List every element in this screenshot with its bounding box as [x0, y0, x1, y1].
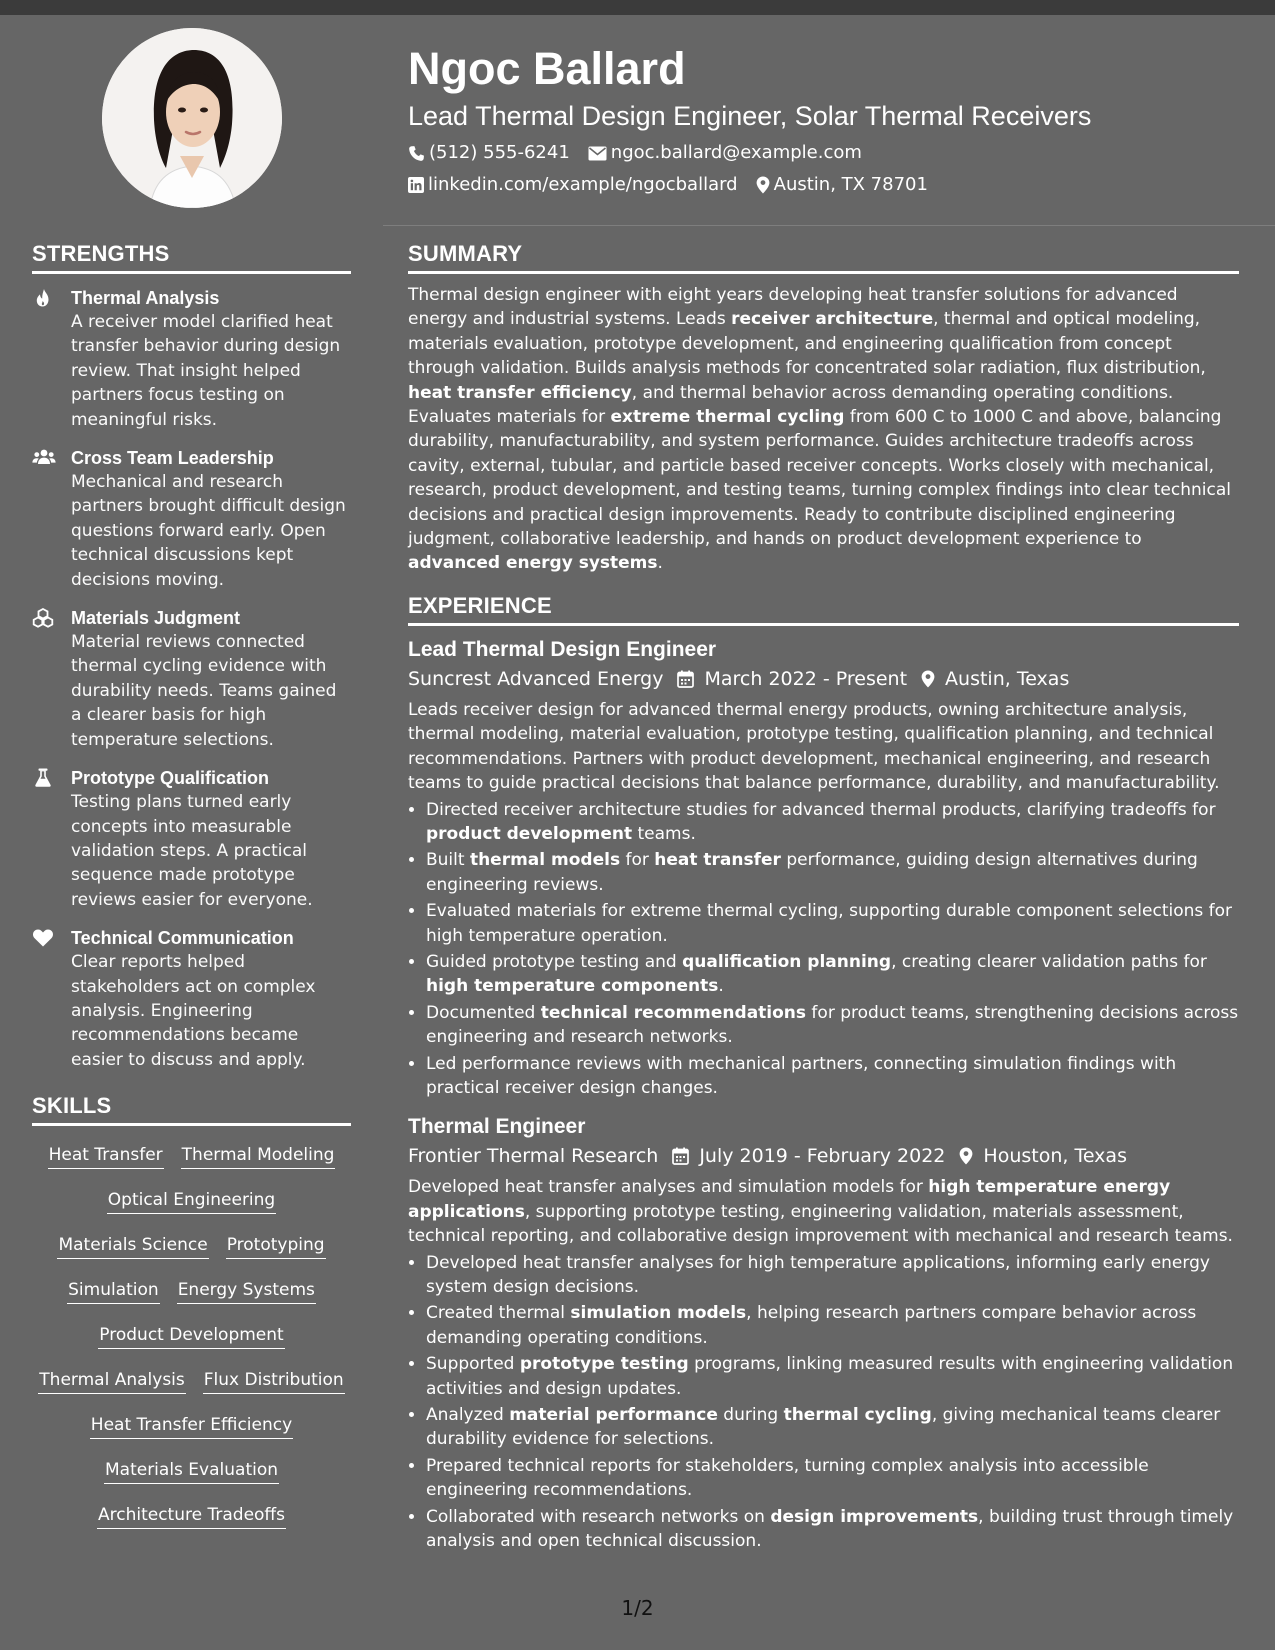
job-dates: July 2019 - February 2022: [699, 1145, 946, 1168]
calendar-icon: [672, 1147, 689, 1165]
map-pin-icon: [921, 670, 935, 688]
strength-title: Technical Communication: [71, 928, 294, 949]
map-pin-icon: [756, 176, 770, 194]
emphasis-text: product development: [426, 823, 633, 844]
strength-title: Materials Judgment: [71, 608, 241, 629]
page-number: 1/2: [621, 1596, 654, 1620]
calendar-icon: [677, 670, 694, 688]
emphasis-text: receiver architecture: [731, 309, 934, 330]
summary-heading: SUMMARY: [408, 240, 1239, 274]
strength-description: A receiver model clarified heat transfer behavior during design review. That insight helped partners focus testing on meaningful risks.: [71, 312, 341, 430]
strength-title: Cross Team Leadership: [71, 448, 274, 469]
job-bullet: • Guided prototype testing and qualification planning, creating clearer validation paths for high temperature components.: [426, 950, 1239, 999]
job-dates: March 2022 - Present: [704, 667, 908, 690]
right-column: [408, 240, 1239, 1553]
emphasis-text: advanced energy systems: [408, 553, 658, 574]
job-bullet: • Documented technical recommendations for product teams, strengthening decisions across engineering and research networks.: [426, 1001, 1239, 1050]
emphasis-text: high temperature components: [426, 976, 719, 997]
skills-row: [32, 1314, 351, 1359]
job-summary: Leads receiver design for advanced thermal energy products, owning architecture analysis, thermal modeling, material evaluation, prototype testing, qualification planning, and technical recommendations. Partners with product development, mechanical engineering, and research teams to guide practical decisions that balance performance, durability, and manufacturability.: [408, 699, 1220, 794]
emphasis-text: thermal models: [469, 850, 621, 871]
phone-icon: [408, 145, 425, 162]
job-summary: Developed heat transfer analyses and simulation models for high temperature energy applications, supporting prototype testing, engineering validation, materials assessment, technical reporting, and collaborative design improvement with mechanical and research teams.: [408, 1177, 1233, 1247]
skills-row: [32, 1134, 351, 1179]
skills-row: [32, 1494, 351, 1539]
job-title: Thermal Engineer: [408, 1115, 586, 1139]
job-location: Austin, Texas: [945, 667, 1070, 690]
strength-title: Prototype Qualification: [71, 768, 270, 789]
strength-description: Mechanical and research partners brought difficult design questions forward early. Open technical discussions kept decisions moving.: [71, 472, 346, 590]
envelope-icon: [588, 146, 607, 161]
linkedin-contact: [408, 173, 738, 197]
emphasis-text: heat transfer: [654, 850, 781, 871]
location-contact: [756, 173, 928, 197]
emphasis-text: heat transfer efficiency: [408, 382, 632, 403]
header-divider: [383, 225, 1275, 226]
job-entry: [408, 635, 1239, 1101]
top-bar: [0, 0, 1275, 15]
company-name: Frontier Thermal Research: [408, 1145, 659, 1168]
experience-heading: EXPERIENCE: [408, 592, 1239, 626]
job-bullet: • Developed heat transfer analyses for high temperature applications, informing early energy system design decisions.: [426, 1251, 1239, 1300]
skills-row: [32, 1179, 351, 1224]
job-bullet: • Created thermal simulation models, helping research partners compare behavior across demanding operating conditions.: [426, 1301, 1239, 1350]
skill-tag: Heat Transfer: [48, 1144, 164, 1169]
skill-tag: Materials Science: [57, 1234, 208, 1259]
strength-item: [32, 446, 351, 592]
skill-tag: Energy Systems: [177, 1279, 316, 1304]
job-bullet: • Evaluated materials for extreme thermal cycling, supporting durable component selections for high temperature operation.: [426, 899, 1239, 948]
job-location: Houston, Texas: [983, 1145, 1127, 1168]
contact-row-2: [408, 173, 1238, 197]
emphasis-text: material performance: [509, 1405, 718, 1426]
email-link[interactable]: ngoc.ballard@example.com: [610, 142, 862, 163]
summary-text: Thermal design engineer with eight years developing heat transfer solutions for advanced energy and industrial systems. Leads receiver architecture, thermal and optical modeling, materials evaluation, prototype development, and engineering qualification from concept through validation. Builds analysis methods for concentrated solar radiation, flux distribution, heat transfer efficiency, and thermal behavior across demanding operating conditions. Evaluates materials for extreme thermal cycling from 600 C to 1000 C and above, balancing durability, manufacturability, and system performance. Guides architecture tradeoffs across cavity, external, tubular, and particle based receiver concepts. Works closely with mechanical, research, product development, and testing teams, turning complex findings into clear technical decisions and practical design improvements. Ready to contribute disciplined engineering judgment, collaborative leadership, and hands on product development experience to advanced energy systems.: [408, 285, 1231, 574]
job-bullet: • Prepared technical reports for stakeholders, turning complex analysis into accessible engineering recommendations.: [426, 1454, 1239, 1503]
emphasis-text: extreme thermal cycling: [610, 407, 845, 428]
heart-icon: [32, 928, 54, 948]
strengths-heading: STRENGTHS: [32, 240, 351, 274]
job-bullet: • Collaborated with research networks on design improvements, building trust through timely analysis and open technical discussion.: [426, 1505, 1239, 1554]
phone-contact: [408, 141, 570, 165]
skills-row: [32, 1269, 351, 1314]
company-name: Suncrest Advanced Energy: [408, 667, 664, 690]
strength-item: [32, 766, 351, 912]
resume-header: [408, 40, 1238, 197]
skill-tag: Thermal Analysis: [38, 1369, 185, 1394]
emphasis-text: high temperature energy applications: [408, 1177, 1171, 1222]
skills-row: [32, 1404, 351, 1449]
flask-icon: [32, 768, 54, 788]
skills-heading: SKILLS: [32, 1092, 351, 1126]
emphasis-text: qualification planning: [682, 951, 892, 972]
skills-row: [32, 1449, 351, 1494]
linkedin-icon: [408, 177, 424, 193]
skill-tag: Thermal Modeling: [181, 1144, 336, 1169]
job-title: Lead Thermal Design Engineer: [408, 637, 717, 661]
skill-tag: Heat Transfer Efficiency: [90, 1414, 293, 1439]
job-entry: [408, 1112, 1239, 1553]
cubes-icon: [32, 608, 54, 628]
job-bullets: [408, 798, 1239, 1101]
skills-row: [32, 1359, 351, 1404]
strength-item: [32, 286, 351, 432]
skill-tag: Prototyping: [226, 1234, 326, 1259]
strength-description: Clear reports helped stakeholders act on complex analysis. Engineering recommendations became easier to discuss and apply.: [71, 952, 316, 1070]
strengths-list: [32, 286, 351, 1072]
skill-tag: Optical Engineering: [107, 1189, 276, 1214]
job-bullet: • Analyzed material performance during thermal cycling, giving mechanical teams clearer durability evidence for selections.: [426, 1403, 1239, 1452]
strength-title: Thermal Analysis: [71, 288, 220, 308]
candidate-role: Lead Thermal Design Engineer, Solar Thermal Receivers: [408, 101, 1092, 131]
strength-item: [32, 606, 351, 752]
phone-number[interactable]: (512) 555-6241: [429, 142, 570, 163]
emphasis-text: technical recommendations: [540, 1002, 807, 1023]
job-bullet: • Built thermal models for heat transfer performance, guiding design alternatives during engineering reviews.: [426, 848, 1239, 897]
email-contact: [588, 141, 862, 165]
skill-tag: Flux Distribution: [203, 1369, 345, 1394]
users-icon: [32, 448, 54, 468]
strength-item: [32, 926, 351, 1072]
job-bullets: [408, 1251, 1239, 1554]
emphasis-text: simulation models: [570, 1303, 747, 1324]
strength-description: Material reviews connected thermal cycling evidence with durability needs. Teams gained a clearer basis for high temperature selections.: [71, 632, 337, 750]
left-column: [32, 240, 351, 1539]
flame-icon: [32, 288, 54, 308]
skills-row: [32, 1224, 351, 1269]
emphasis-text: design improvements: [770, 1506, 979, 1527]
emphasis-text: thermal cycling: [783, 1405, 932, 1426]
strength-description: Testing plans turned early concepts into measurable validation steps. A practical sequence made prototype reviews easier for everyone.: [71, 792, 313, 910]
job-meta: [408, 666, 1239, 692]
job-bullet: • Directed receiver architecture studies for advanced thermal products, clarifying tradeoffs for product development teams.: [426, 798, 1239, 847]
skill-tag: Simulation: [67, 1279, 160, 1304]
skill-tag: Product Development: [98, 1324, 284, 1349]
job-meta: [408, 1143, 1239, 1169]
skill-tag: Architecture Tradeoffs: [97, 1504, 286, 1529]
job-bullet: • Supported prototype testing programs, linking measured results with engineering validation activities and design updates.: [426, 1352, 1239, 1401]
skills-list: [32, 1134, 351, 1539]
map-pin-icon: [959, 1147, 973, 1165]
contact-row-1: [408, 141, 1238, 165]
linkedin-link[interactable]: linkedin.com/example/ngocballard: [428, 174, 738, 195]
location-text: Austin, TX 78701: [773, 174, 928, 195]
candidate-name: Ngoc Ballard: [408, 43, 686, 94]
job-bullet: • Led performance reviews with mechanical partners, connecting simulation findings with practical receiver design changes.: [426, 1052, 1239, 1101]
emphasis-text: prototype testing: [519, 1354, 689, 1375]
profile-photo: [102, 28, 282, 208]
skill-tag: Materials Evaluation: [104, 1459, 279, 1484]
